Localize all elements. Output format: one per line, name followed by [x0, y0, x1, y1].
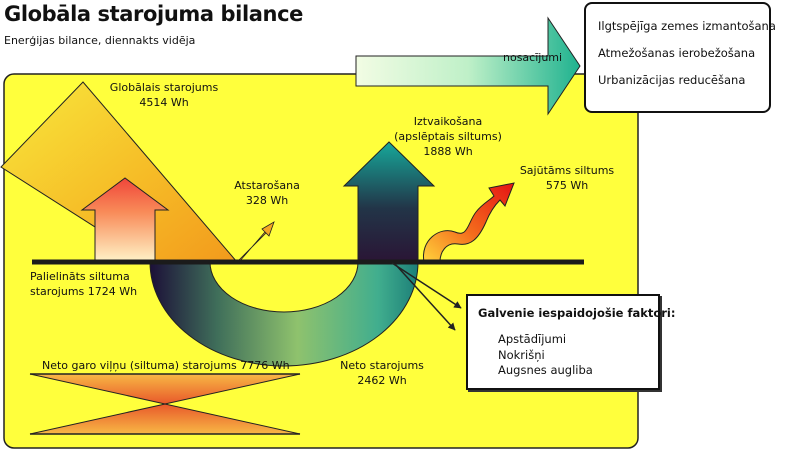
increased-heat-label: Palielināts siltuma starojums 1724 Wh — [30, 270, 138, 298]
factors-title: Galvenie iespaidojošie faktori: — [478, 306, 676, 320]
evaporation-label: Iztvaikošana (apslēptais siltums) 1888 Wh — [394, 115, 502, 158]
page-title: Globāla starojuma bilance — [4, 2, 303, 26]
factor-item: Nokrišņi — [498, 347, 545, 362]
conditions-box — [584, 2, 776, 113]
factor-item: Apstādījumi — [498, 332, 567, 346]
global-radiation-label: Globālais starojums 4514 Wh — [109, 81, 219, 109]
factor-item: Augsnes augliba — [498, 363, 593, 377]
factors-box — [466, 294, 676, 390]
condition-item: Urbanizācijas reducēšana — [598, 73, 746, 87]
reflection-label: Atstarošana 328 Wh — [234, 179, 300, 207]
conditions-arrow-label: nosacījumi — [503, 51, 563, 64]
page-subtitle: Enerģijas bilance, diennakts vidēja — [4, 34, 196, 47]
condition-item: Ilgtspējīga zemes izmantošana — [598, 19, 776, 33]
sensible-heat-label: Sajūtāms siltums 575 Wh — [519, 164, 615, 192]
net-longwave-label: Neto garo viļņu (siltuma) starojums 7776 Wh — [42, 359, 290, 372]
ground-line — [32, 260, 584, 265]
net-radiation-label: Neto starojums 2462 Wh — [340, 359, 424, 387]
condition-item: Atmežošanas ierobežošana — [598, 46, 756, 60]
